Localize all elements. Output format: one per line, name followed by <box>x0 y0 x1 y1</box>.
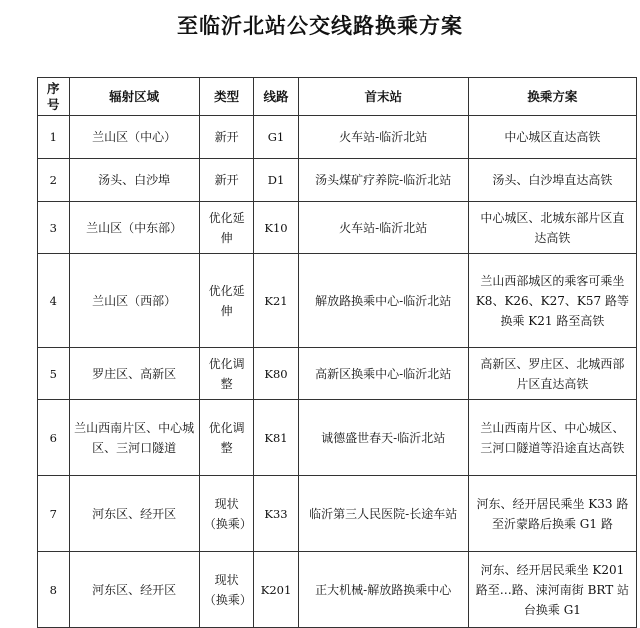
cell-type: 现状（换乘） <box>199 476 254 552</box>
cell-seq: 1 <box>38 116 70 159</box>
cell-area: 兰山区（中东部） <box>69 202 199 254</box>
cell-route: K80 <box>254 348 298 400</box>
transfer-plan-table-container <box>37 77 637 628</box>
transfer-plan-table <box>37 77 637 628</box>
cell-seq: 5 <box>38 348 70 400</box>
header-plan: 换乘方案 <box>468 78 636 116</box>
cell-area: 河东区、经开区 <box>69 552 199 628</box>
cell-stops: 解放路换乘中心-临沂北站 <box>298 254 468 348</box>
cell-seq: 3 <box>38 202 70 254</box>
cell-plan: 中心城区直达高铁 <box>468 116 636 159</box>
cell-type: 优化延伸 <box>199 254 254 348</box>
cell-route: K10 <box>254 202 298 254</box>
header-stops: 首末站 <box>298 78 468 116</box>
cell-plan: 河东、经开居民乘坐 K201 路至…路、涑河南街 BRT 站台换乘 G1 <box>468 552 636 628</box>
cell-seq: 7 <box>38 476 70 552</box>
cell-plan: 高新区、罗庄区、北城西部片区直达高铁 <box>468 348 636 400</box>
cell-route: K33 <box>254 476 298 552</box>
cell-plan: 汤头、白沙埠直达高铁 <box>468 159 636 202</box>
table-row <box>38 116 637 159</box>
cell-seq: 8 <box>38 552 70 628</box>
cell-stops: 临沂第三人民医院-长途车站 <box>298 476 468 552</box>
cell-type: 优化延伸 <box>199 202 254 254</box>
cell-stops: 汤头煤矿疗养院-临沂北站 <box>298 159 468 202</box>
header-type: 类型 <box>199 78 254 116</box>
table-row <box>38 400 637 476</box>
header-route: 线路 <box>254 78 298 116</box>
table-row <box>38 202 637 254</box>
cell-type: 新开 <box>199 159 254 202</box>
cell-plan: 河东、经开居民乘坐 K33 路至沂蒙路后换乘 G1 路 <box>468 476 636 552</box>
document-title: 至临沂北站公交线路换乘方案 <box>177 14 463 38</box>
cell-route: K21 <box>254 254 298 348</box>
cell-area: 汤头、白沙埠 <box>69 159 199 202</box>
table-row <box>38 159 637 202</box>
cell-plan: 中心城区、北城东部片区直达高铁 <box>468 202 636 254</box>
cell-seq: 6 <box>38 400 70 476</box>
cell-plan: 兰山西南片区、中心城区、三河口隧道等沿途直达高铁 <box>468 400 636 476</box>
header-seq: 序号 <box>38 78 70 116</box>
cell-plan: 兰山西部城区的乘客可乘坐 K8、K26、K27、K57 路等换乘 K21 路至高铁 <box>468 254 636 348</box>
cell-stops: 高新区换乘中心-临沂北站 <box>298 348 468 400</box>
cell-type: 优化调整 <box>199 348 254 400</box>
table-row <box>38 348 637 400</box>
cell-stops: 诚德盛世春天-临沂北站 <box>298 400 468 476</box>
cell-area: 兰山区（中心） <box>69 116 199 159</box>
cell-area: 河东区、经开区 <box>69 476 199 552</box>
cell-area: 罗庄区、高新区 <box>69 348 199 400</box>
header-area: 辐射区域 <box>69 78 199 116</box>
cell-seq: 4 <box>38 254 70 348</box>
cell-seq: 2 <box>38 159 70 202</box>
cell-route: K201 <box>254 552 298 628</box>
cell-route: K81 <box>254 400 298 476</box>
cell-area: 兰山区（西部） <box>69 254 199 348</box>
table-row <box>38 552 637 628</box>
table-row <box>38 476 637 552</box>
cell-type: 现状（换乘） <box>199 552 254 628</box>
cell-stops: 火车站-临沂北站 <box>298 116 468 159</box>
table-row <box>38 254 637 348</box>
cell-area: 兰山西南片区、中心城区、三河口隧道 <box>69 400 199 476</box>
cell-stops: 火车站-临沂北站 <box>298 202 468 254</box>
cell-type: 优化调整 <box>199 400 254 476</box>
cell-route: D1 <box>254 159 298 202</box>
cell-route: G1 <box>254 116 298 159</box>
cell-type: 新开 <box>199 116 254 159</box>
table-header-row <box>38 78 637 116</box>
cell-stops: 正大机械-解放路换乘中心 <box>298 552 468 628</box>
